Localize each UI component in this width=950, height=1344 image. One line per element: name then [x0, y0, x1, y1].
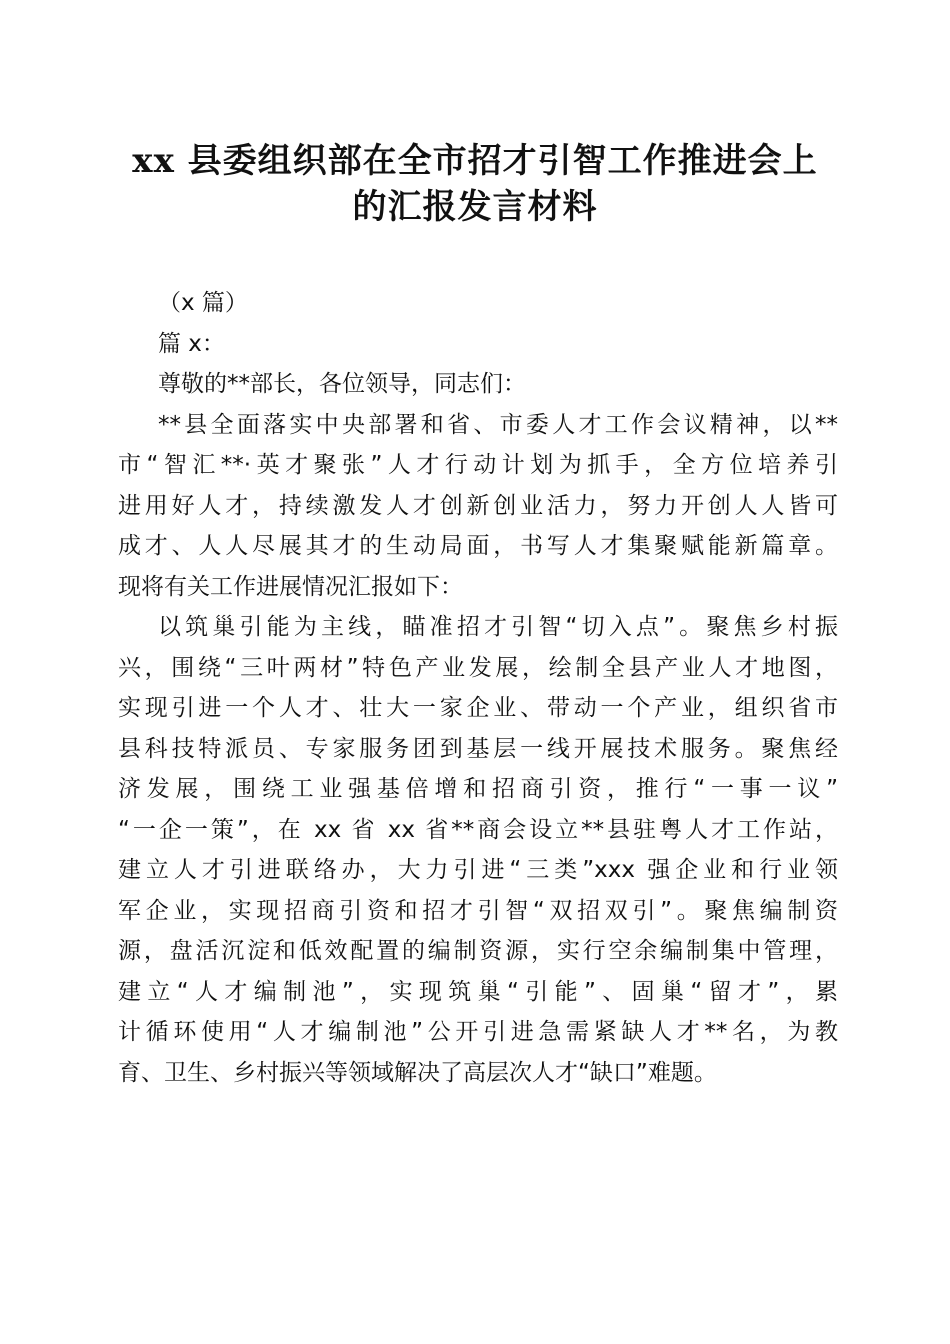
section-count: （x 篇） — [158, 290, 248, 316]
paragraph-line: 现将有关工作进展情况汇报如下： — [118, 573, 463, 600]
paragraph-line: “一企一策”，在 xx 省 xx 省**商会设立**县驻粤人才工作站， — [118, 816, 838, 843]
paragraph-line: 建立人才引进联络办，大力引进“三类”xxx 强企业和行业领 — [118, 857, 838, 883]
document-body — [118, 283, 838, 1093]
paragraph-line: 进用好人才，持续激发人才创新创业活力，努力开创人人皆可 — [118, 492, 838, 519]
title-line-1: xx 县委组织部在全市招才引智工作推进会上 — [132, 141, 818, 181]
paragraph-line: 实现引进一个人才、壮大一家企业、带动一个产业，组织省市 — [118, 695, 838, 721]
paragraph-line: 市“智汇**·英才聚张”人才行动计划为抓手，全方位培养引 — [118, 452, 838, 478]
paragraph-line: 成才、人人尽展其才的生动局面，书写人才集聚赋能新篇章。 — [118, 533, 838, 559]
title-line-2: 的汇报发言材料 — [352, 187, 598, 227]
document-title — [100, 138, 850, 230]
paragraph-line: 源，盘活沉淀和低效配置的编制资源，实行空余编制集中管理， — [118, 938, 838, 964]
paragraph-line: 建立“人才编制池”，实现筑巢“引能”、固巢“留才”，累 — [118, 978, 838, 1005]
paragraph-line: 兴，围绕“三叶两材”特色产业发展，绘制全县产业人才地图， — [118, 654, 838, 681]
section-label: 篇 x： — [158, 330, 225, 357]
paragraph-line: 军企业，实现招商引资和招才引智“双招双引”。聚焦编制资 — [118, 897, 838, 924]
paragraph-line: 县科技特派员、专家服务团到基层一线开展技术服务。聚焦经 — [118, 735, 838, 762]
salutation: 尊敬的**部长，各位领导，同志们： — [158, 371, 526, 397]
paragraph-line: 育、卫生、乡村振兴等领域解决了高层次人才“缺口”难题。 — [118, 1059, 717, 1086]
paragraph-line: 济发展，围绕工业强基倍增和招商引资，推行“一事一议” — [118, 776, 838, 802]
paragraph-line: 计循环使用“人才编制池”公开引进急需紧缺人才**名，为教 — [118, 1019, 838, 1045]
paragraph-line: **县全面落实中央部署和省、市委人才工作会议精神，以** — [158, 411, 838, 438]
paragraph-line: 以筑巢引能为主线，瞄准招才引智“切入点”。聚焦乡村振 — [158, 614, 838, 640]
